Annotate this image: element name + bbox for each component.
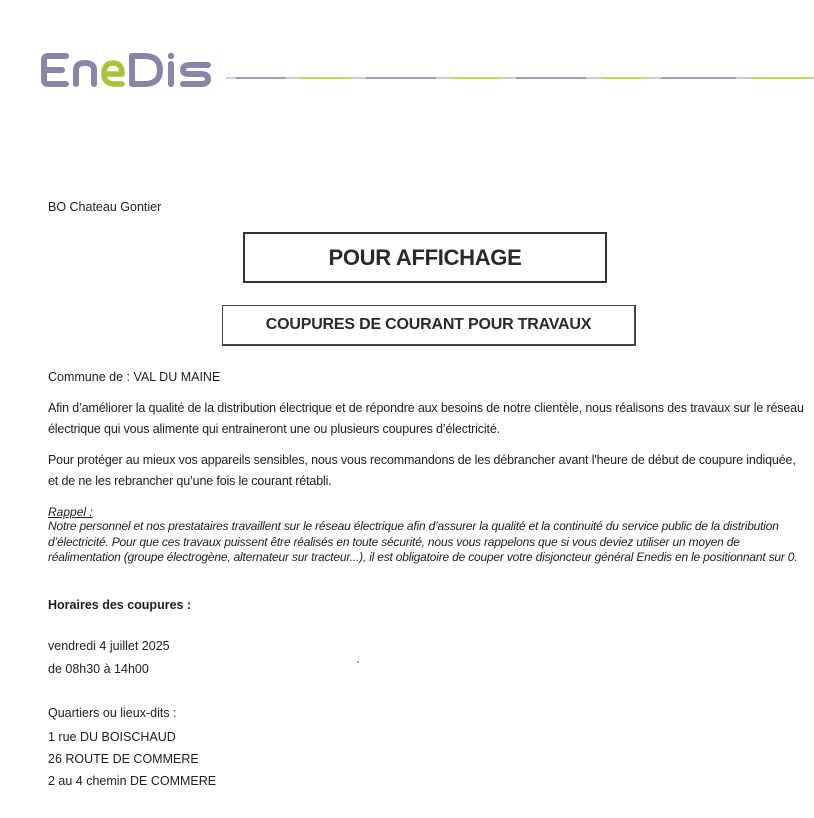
agency-name: BO Chateau Gontier [48,200,162,214]
header-rule [226,75,814,81]
enedis-logo [40,50,216,90]
notice-title-box: POUR AFFICHAGE [243,232,607,283]
notice-subtitle-box: COUPURES DE COURANT POUR TRAVAUX [222,305,636,346]
location-item: 2 au 4 chemin DE COMMERE [48,774,217,788]
commune-line: Commune de : VAL DU MAINE [48,370,221,384]
locations-list [48,726,216,792]
intro-paragraph: Afin d’améliorer la qualité de la distribution électrique et de répondre aux besoins de notre clientèle, nous réalisons des travaux sur le réseau électrique qui vous alimente qui entraineront une ou plusieurs coupures d’électricité. [48,401,804,436]
outage-date: vendredi 4 juillet 2025 [48,639,170,653]
location-item: 26 ROUTE DE COMMERE [48,752,199,766]
scan-speck [357,661,359,663]
schedule-heading: Horaires des coupures : [48,598,192,612]
location-item: 1 rue DU BOISCHAUD [48,730,176,744]
locations-heading: Quartiers ou lieux-dits : [48,706,177,720]
rappel-text: Notre personnel et nos prestataires travaillent sur le réseau électrique afin d’assurer la qualité et la continuité du service public de la distribution d’électricité. Pour que ces travaux puissent être réalisés en toute sécurité, nous vous rappelons que si vous deviez utiliser un moyen de réalimentation (groupe électrogène, alternateur sur tracteur...), il est obligatoire de couper votre disjoncteur général Enedis en le positionnant sur 0. [48,519,798,564]
rappel-label: Rappel : [48,505,93,519]
advice-paragraph: Pour protéger au mieux vos appareils sensibles, nous vous recommandons de les débrancher avant l'heure de début de coupure indiquée, et de ne les rebrancher qu’une fois le courant rétabli. [48,453,796,488]
outage-time-range: de 08h30 à 14h00 [48,662,149,676]
